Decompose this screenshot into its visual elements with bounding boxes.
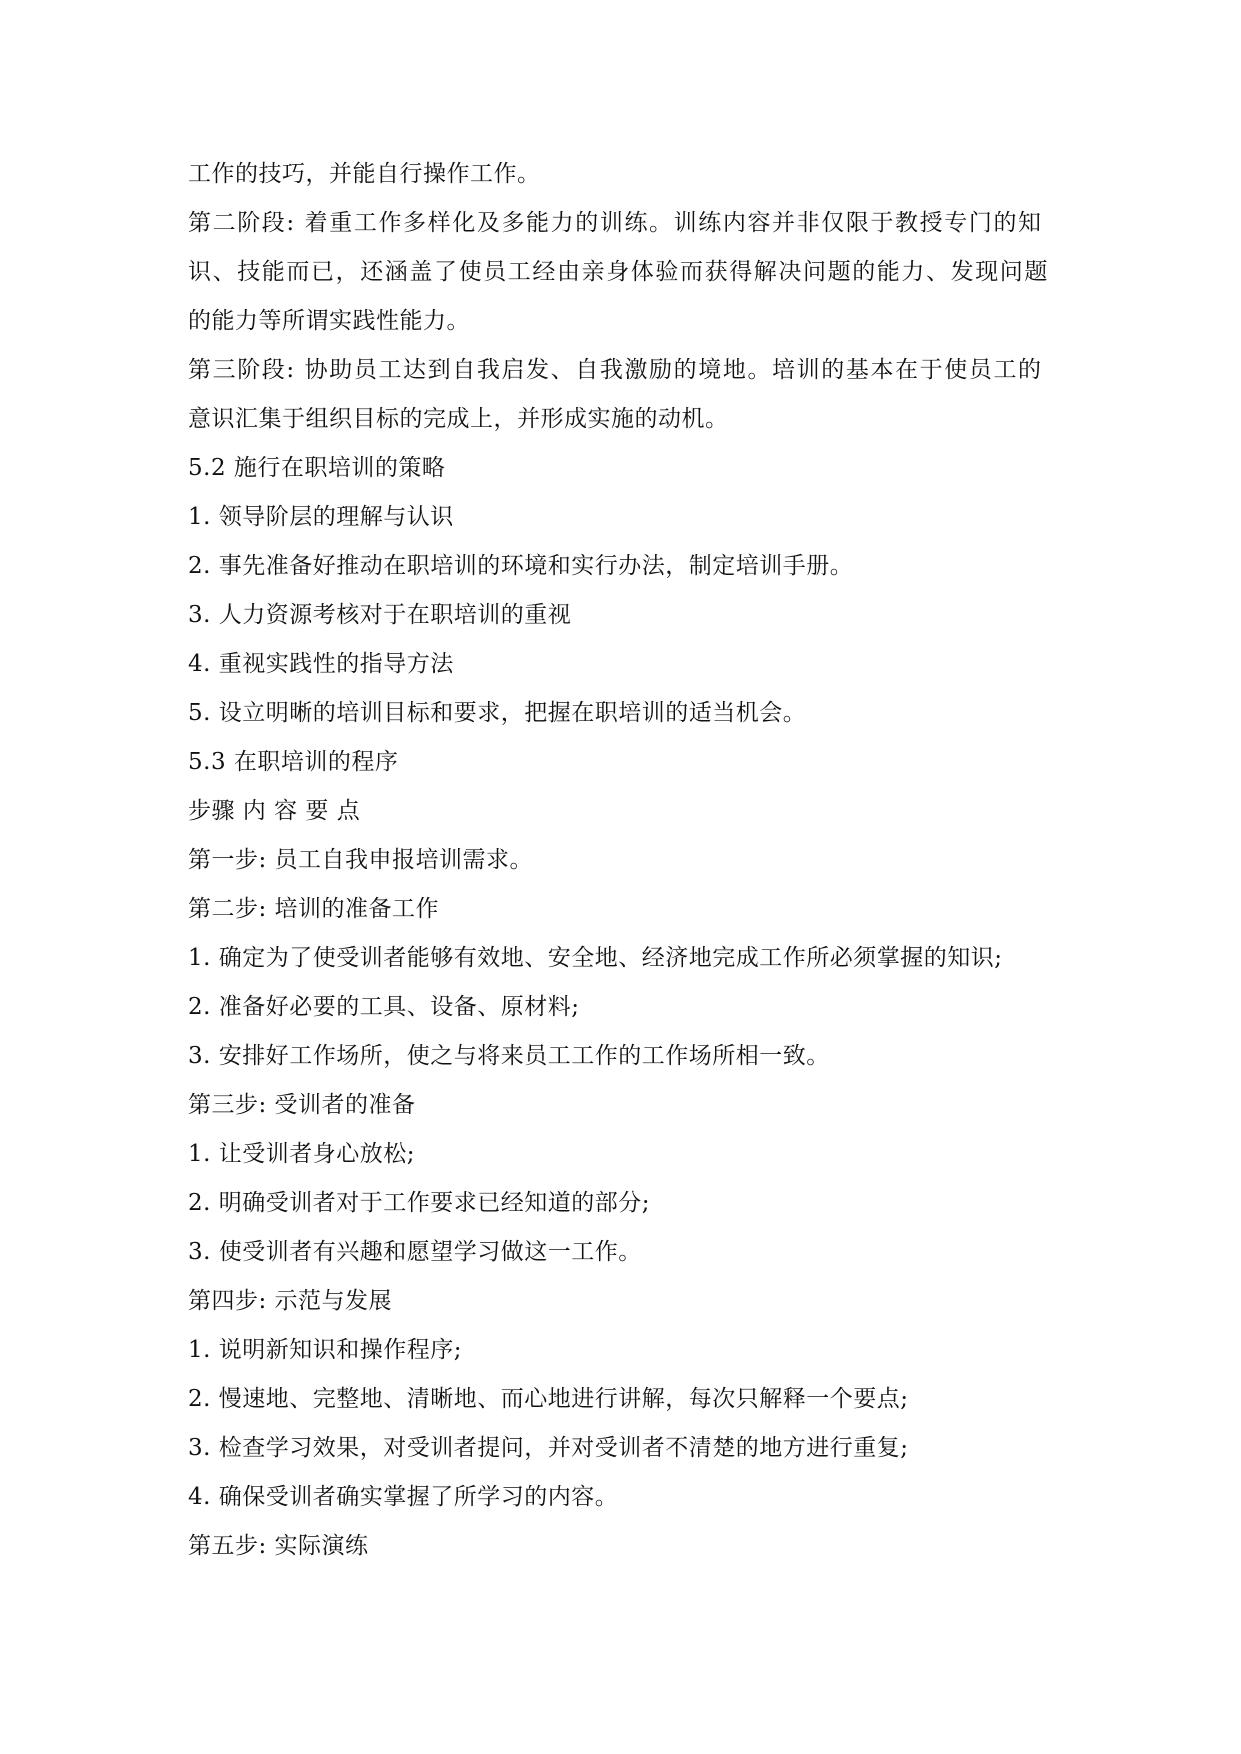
list-item: 2. 慢速地、完整地、清晰地、而心地进行讲解，每次只解释一个要点;: [188, 1386, 909, 1412]
list-item: 4. 重视实践性的指导方法: [188, 651, 454, 677]
text-line: 识、技能而已，还涵盖了使员工经由亲身体验而获得解决问题的能力、发现问题: [188, 259, 1049, 285]
step-heading: 第二步: 培训的准备工作: [188, 896, 440, 922]
text-line: 第二阶段: 着重工作多样化及多能力的训练。训练内容并非仅限于教授专门的知: [188, 210, 1043, 236]
list-item: 2. 事先准备好推动在职培训的环境和实行办法，制定培训手册。: [188, 553, 854, 579]
text-line: 工作的技巧，并能自行操作工作。: [188, 161, 541, 187]
step-heading: 第四步: 示范与发展: [188, 1288, 393, 1314]
text-line: 意识汇集于组织目标的完成上，并形成实施的动机。: [188, 406, 729, 432]
list-item: 3. 人力资源考核对于在职培训的重视: [188, 602, 572, 628]
list-item: 3. 安排好工作场所，使之与将来员工工作的工作场所相一致。: [188, 1043, 830, 1069]
list-item: 5. 设立明晰的培训目标和要求，把握在职培训的适当机会。: [188, 700, 807, 726]
list-item: 2. 明确受训者对于工作要求已经知道的部分;: [188, 1190, 651, 1216]
list-item: 1. 说明新知识和操作程序;: [188, 1337, 463, 1363]
text-line: 第三阶段: 协助员工达到自我启发、自我激励的境地。培训的基本在于使员工的: [188, 357, 1043, 383]
step-heading: 第五步: 实际演练: [188, 1533, 369, 1559]
list-item: 3. 使受训者有兴趣和愿望学习做这一工作。: [188, 1239, 642, 1265]
step-heading: 第三步: 受训者的准备: [188, 1092, 416, 1118]
table-header: 步骤 内 容 要 点: [188, 798, 361, 824]
list-item: 1. 确定为了使受训者能够有效地、安全地、经济地完成工作所必须掌握的知识;: [188, 945, 1003, 971]
list-item: 3. 检查学习效果，对受训者提问，并对受训者不清楚的地方进行重复;: [188, 1435, 909, 1461]
list-item: 2. 准备好必要的工具、设备、原材料;: [188, 994, 580, 1020]
section-heading: 5.2 施行在职培训的策略: [188, 455, 446, 481]
document-body: [188, 150, 1068, 1571]
list-item: 4. 确保受训者确实掌握了所学习的内容。: [188, 1484, 619, 1510]
list-item: 1. 让受训者身心放松;: [188, 1141, 416, 1167]
text-line: 的能力等所谓实践性能力。: [188, 308, 470, 334]
section-heading: 5.3 在职培训的程序: [188, 749, 399, 775]
step-heading: 第一步: 员工自我申报培训需求。: [188, 847, 534, 873]
list-item: 1. 领导阶层的理解与认识: [188, 504, 454, 530]
